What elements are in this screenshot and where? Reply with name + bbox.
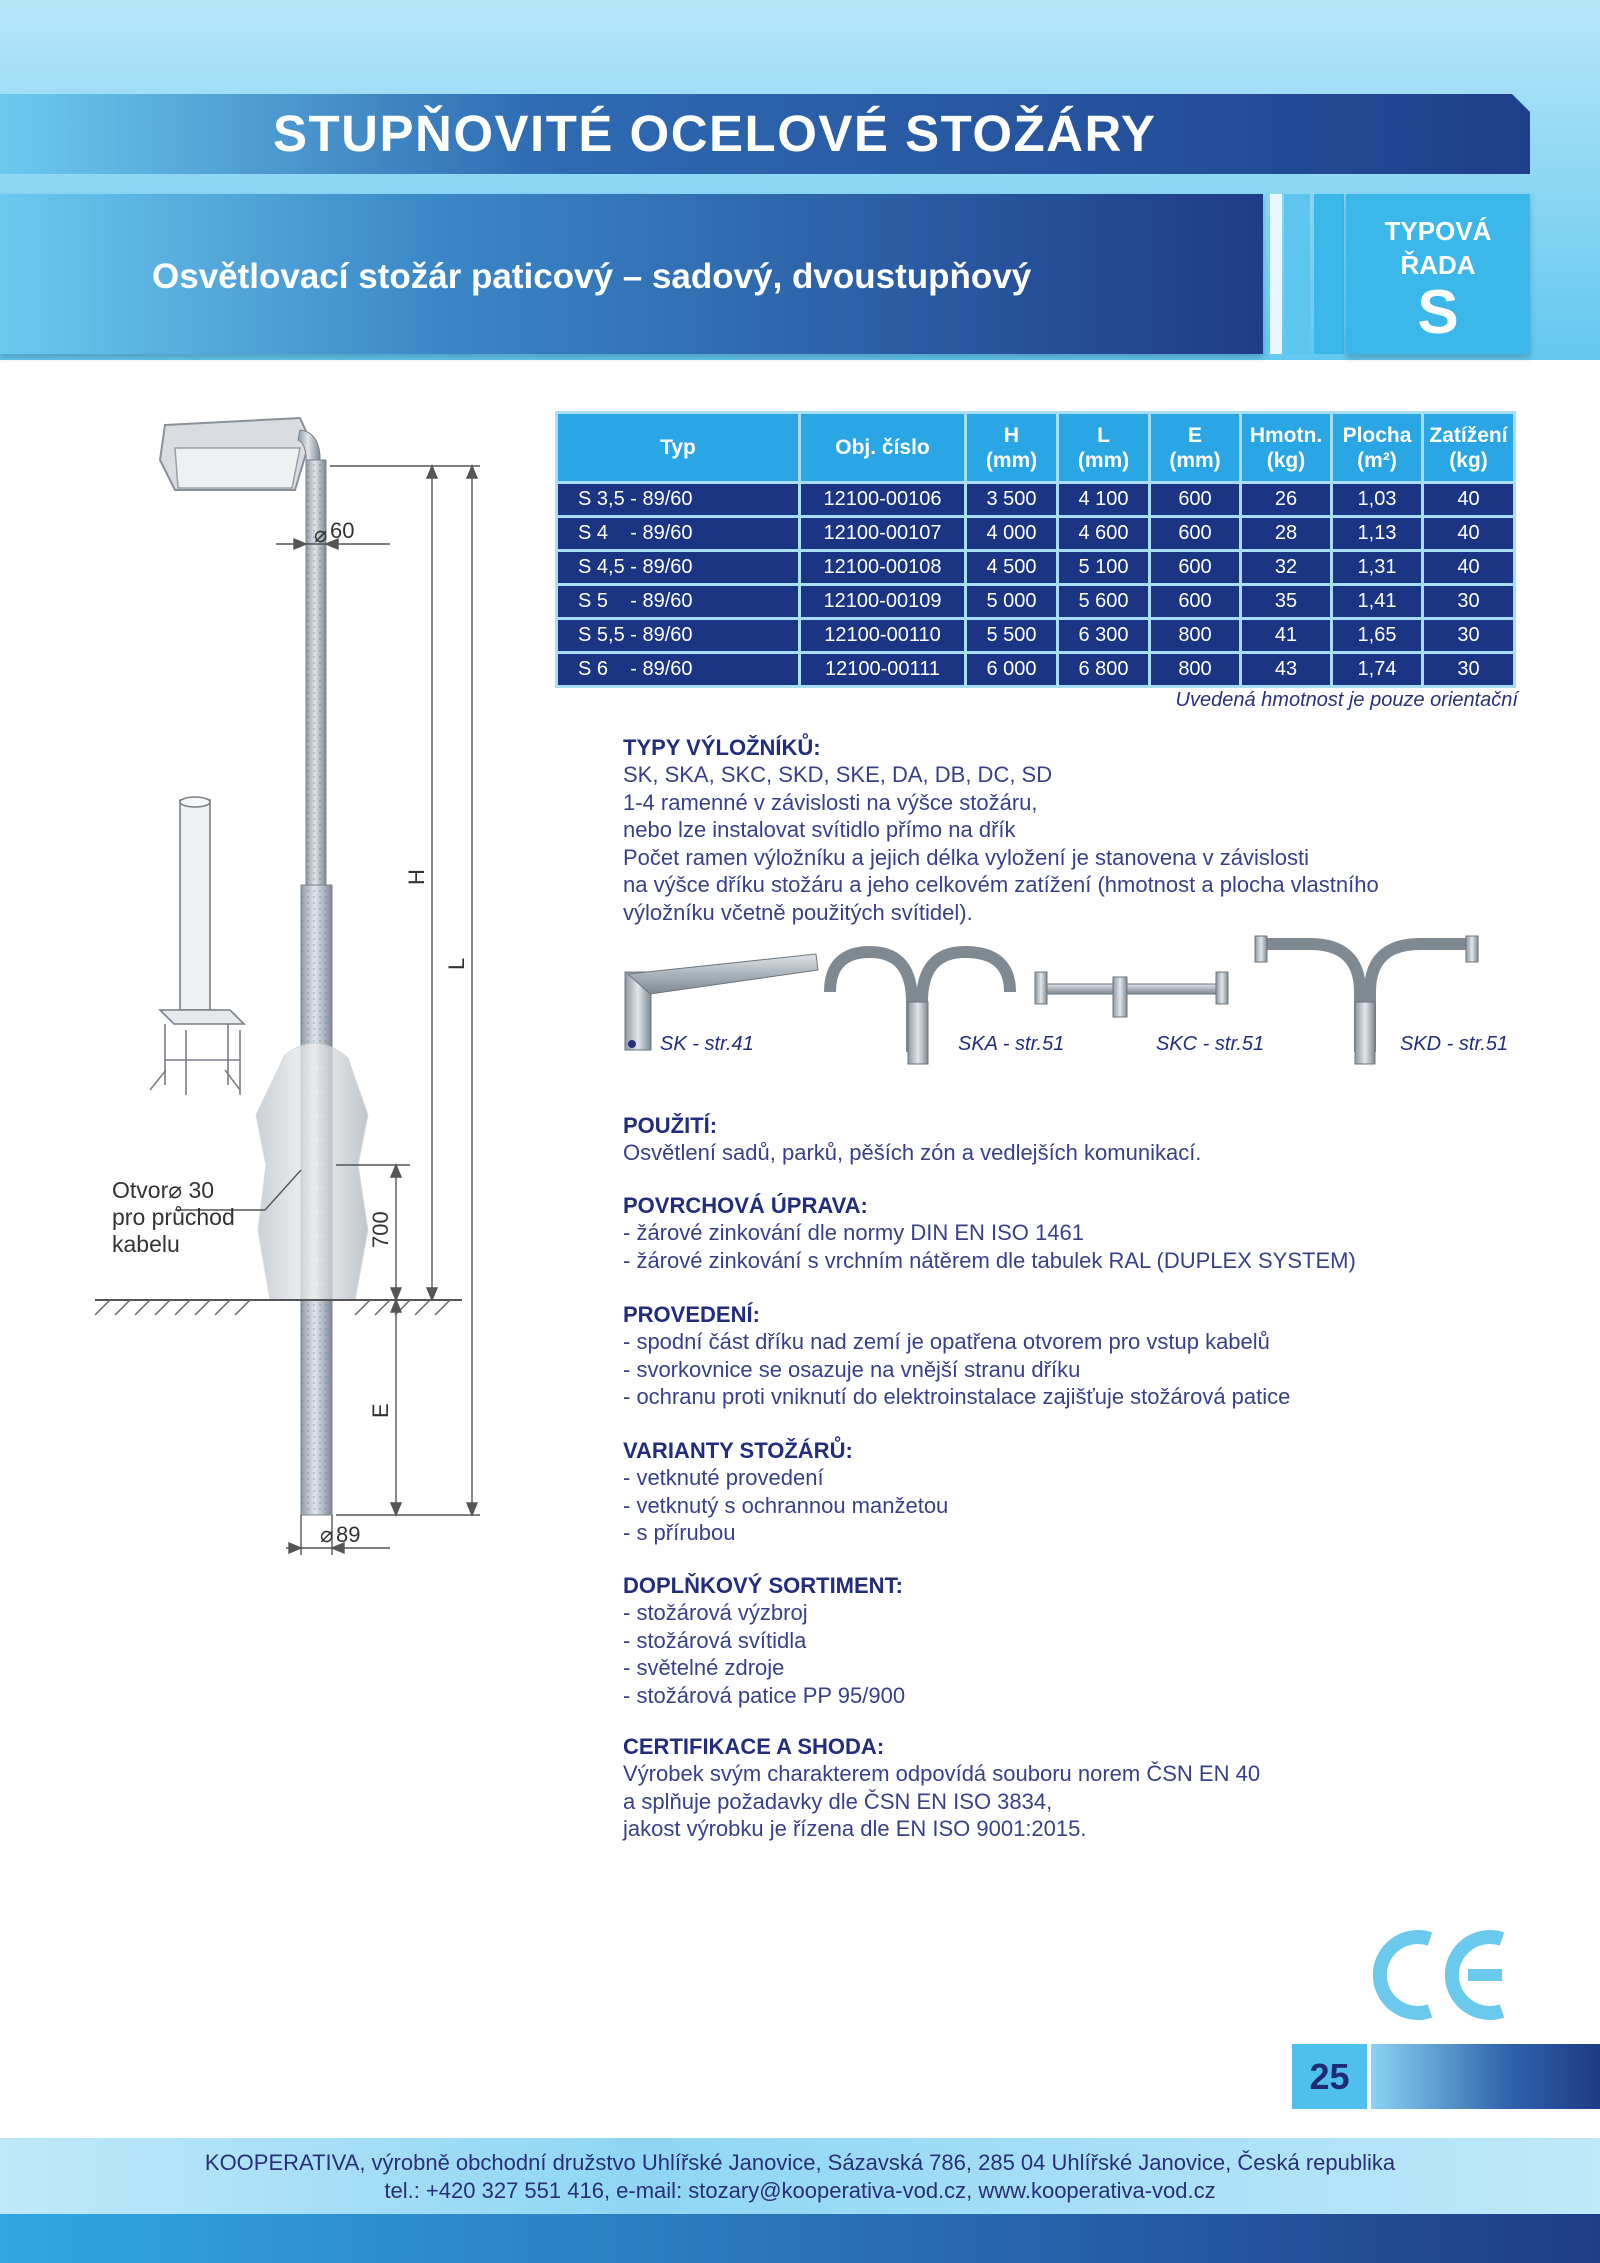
table-row	[557, 551, 1515, 585]
text-line: - vetknutý s ochrannou manžetou	[623, 1492, 949, 1518]
series-label: ŘADA	[1400, 250, 1476, 280]
table-row	[557, 517, 1515, 551]
text-line: - světelné zdroje	[623, 1655, 785, 1680]
arm-label-ska: SKA - str.51	[958, 1033, 1065, 1055]
table-row	[557, 483, 1515, 517]
page-number: 25	[1292, 2044, 1367, 2109]
section-body-usage	[623, 1139, 1201, 1167]
cell-l: 4 600	[1058, 517, 1150, 551]
luminaire-icon	[160, 418, 320, 490]
cable-hole-label: kabelu	[112, 1231, 180, 1257]
text-line: - spodní část dříku nad zemí je opatřena otvorem pro vstup kabelů	[623, 1329, 1270, 1354]
header-stripe	[1314, 194, 1344, 354]
text-line: a splňuje požadavky dle ČSN EN ISO 3834,	[623, 1788, 1053, 1814]
text-line: - svorkovnice se osazuje na vnější stranu dříku	[623, 1356, 1081, 1382]
cell-e: 800	[1150, 619, 1241, 653]
column-header: Plocha (m²)	[1332, 413, 1423, 483]
cell-l: 5 100	[1058, 551, 1150, 585]
diameter-symbol-bottom: ⌀	[320, 1522, 334, 1547]
table-header-row	[557, 413, 1515, 483]
cell-e: 600	[1150, 517, 1241, 551]
cell-type: S 3,5 - 89/60	[557, 483, 800, 517]
section-title-arm-types: TYPY VÝLOŽNÍKŮ:	[623, 735, 821, 760]
cell-load: 30	[1423, 653, 1515, 687]
cell-area: 1,41	[1332, 585, 1423, 619]
cell-type: S 4 - 89/60	[557, 517, 800, 551]
diameter-symbol-top: ⌀	[314, 522, 328, 547]
dim-e-label: E	[368, 1403, 393, 1418]
ce-mark-icon	[1368, 1925, 1508, 2025]
cell-e: 600	[1150, 585, 1241, 619]
cell-load: 40	[1423, 517, 1515, 551]
cell-type: S 5 - 89/60	[557, 585, 800, 619]
text-line: - žárové zinkování s vrchním nátěrem dle tabulek RAL (DUPLEX SYSTEM)	[623, 1247, 1356, 1273]
footer	[0, 2138, 1600, 2214]
text-line: - s přírubou	[623, 1520, 736, 1545]
cell-area: 1,31	[1332, 551, 1423, 585]
cell-area: 1,13	[1332, 517, 1423, 551]
column-header: H (mm)	[966, 413, 1058, 483]
text-line: - vetknuté provedení	[623, 1465, 824, 1490]
arm-ska-pole	[908, 1002, 928, 1064]
series-label: TYPOVÁ	[1384, 216, 1492, 246]
cell-weight: 43	[1241, 653, 1332, 687]
text-line: SK, SKA, SKC, SKD, SKE, DA, DB, DC, SD	[623, 762, 1053, 787]
section-title-design: PROVEDENÍ:	[623, 1302, 760, 1327]
arm-label-skd: SKD - str.51	[1400, 1033, 1509, 1055]
spec-table	[555, 411, 1516, 688]
dim-l-label: L	[444, 957, 469, 970]
text-line: - stožárová patice PP 95/900	[623, 1682, 906, 1708]
cell-h: 6 000	[966, 653, 1058, 687]
diameter-top: 60	[330, 518, 355, 543]
arm-label-sk: SK - str.41	[660, 1033, 754, 1055]
column-header: Zatížení (kg)	[1423, 413, 1515, 483]
table-row	[557, 653, 1515, 687]
table-note: Uvedená hmotnost je pouze orientační	[1175, 689, 1518, 711]
text-line: Výrobek svým charakterem odpovídá souboru norem ČSN EN 40	[623, 1761, 1261, 1786]
column-header: Hmotn. (kg)	[1241, 413, 1332, 483]
table-row	[557, 619, 1515, 653]
text-line: jakost výrobku je řízena dle EN ISO 9001:2015.	[623, 1816, 1087, 1841]
text-line: - žárové zinkování dle normy DIN EN ISO 1461	[623, 1220, 1084, 1245]
cell-type: S 6 - 89/60	[557, 653, 800, 687]
cell-l: 6 300	[1058, 619, 1150, 653]
text-line: - ochranu proti vniknutí do elektroinstalace zajišťuje stožárová patice	[623, 1384, 1291, 1409]
section-body-variants	[623, 1464, 948, 1547]
table-row	[557, 585, 1515, 619]
cell-h: 5 000	[966, 585, 1058, 619]
cell-h: 4 500	[966, 551, 1058, 585]
cell-order-number: 12100-00106	[800, 483, 966, 517]
cell-type: S 4,5 - 89/60	[557, 551, 800, 585]
text-line: Počet ramen výložníku a jejich délka vyložení je stanovena v závislosti	[623, 844, 1310, 870]
cell-l: 6 800	[1058, 653, 1150, 687]
text-line: Osvětlení sadů, parků, pěších zón a vedlejších komunikací.	[623, 1140, 1202, 1165]
cell-order-number: 12100-00108	[800, 551, 966, 585]
text-line: - stožárová svítidla	[623, 1627, 807, 1653]
cell-weight: 32	[1241, 551, 1332, 585]
cell-weight: 28	[1241, 517, 1332, 551]
text-line: na výšce dříku stožáru a jeho celkovém zatížení (hmotnost a plocha vlastního	[623, 872, 1379, 897]
column-header: E (mm)	[1150, 413, 1241, 483]
section-body-design	[623, 1328, 1290, 1411]
diameter-bottom: 89	[336, 1522, 361, 1547]
section-body-accessories	[623, 1599, 905, 1709]
dim-h-label: H	[404, 869, 429, 885]
section-title-certification: CERTIFIKACE A SHODA:	[623, 1734, 885, 1759]
footer-contact: tel.: +420 327 551 416, e-mail: stozary@kooperativa-vod.cz, www.kooperativa-vod.cz	[384, 2178, 1216, 2203]
cell-load: 40	[1423, 551, 1515, 585]
cell-order-number: 12100-00107	[800, 517, 966, 551]
cell-area: 1,74	[1332, 653, 1423, 687]
cell-e: 800	[1150, 653, 1241, 687]
cell-load: 40	[1423, 483, 1515, 517]
arm-illustrations	[620, 932, 1520, 1072]
header-stripe	[1270, 194, 1282, 354]
cable-hole-label: Otvor⌀ 30	[112, 1177, 215, 1203]
cell-l: 5 600	[1058, 585, 1150, 619]
cable-hole-label: pro průchod	[112, 1204, 235, 1230]
section-title-surface: POVRCHOVÁ ÚPRAVA:	[623, 1193, 868, 1218]
series-badge	[1346, 194, 1530, 354]
dim-700-label: 700	[368, 1211, 393, 1248]
cell-h: 3 500	[966, 483, 1058, 517]
cell-weight: 41	[1241, 619, 1332, 653]
cell-order-number: 12100-00111	[800, 653, 966, 687]
text-line: - stožárová výzbroj	[623, 1600, 808, 1625]
section-title-variants: VARIANTY STOŽÁRŮ:	[623, 1438, 853, 1463]
cell-order-number: 12100-00110	[800, 619, 966, 653]
cell-load: 30	[1423, 585, 1515, 619]
text-line: nebo lze instalovat svítidlo přímo na dřík	[623, 817, 1016, 842]
foundation-icon	[150, 797, 244, 1095]
arm-skc-icon	[1035, 972, 1228, 1017]
column-header: Typ	[557, 413, 800, 483]
cell-h: 5 500	[966, 619, 1058, 653]
section-body-certification	[623, 1760, 1260, 1843]
cell-h: 4 000	[966, 517, 1058, 551]
cell-e: 600	[1150, 551, 1241, 585]
cell-load: 30	[1423, 619, 1515, 653]
cell-area: 1,03	[1332, 483, 1423, 517]
cell-order-number: 12100-00109	[800, 585, 966, 619]
cell-l: 4 100	[1058, 483, 1150, 517]
footer-band	[0, 2214, 1600, 2263]
column-header: L (mm)	[1058, 413, 1150, 483]
page-number-band	[1371, 2044, 1600, 2109]
footer-address: KOOPERATIVA, výrobně obchodní družstvo Uhlířské Janovice, Sázavská 786, 285 04 Uhlířské Janovice, Česká republika	[204, 2150, 1396, 2175]
section-body-arm-types	[623, 761, 1379, 926]
pole-drawing	[0, 380, 560, 1580]
column-header: Obj. číslo	[800, 413, 966, 483]
cell-e: 600	[1150, 483, 1241, 517]
section-title-accessories: DOPLŇKOVÝ SORTIMENT:	[623, 1573, 903, 1598]
page-title: STUPŇOVITÉ OCELOVÉ STOŽÁRY	[273, 105, 1157, 162]
section-body-surface	[623, 1219, 1356, 1274]
page-subtitle: Osvětlovací stožár paticový – sadový, dvoustupňový	[152, 257, 1032, 296]
series-letter: S	[1417, 278, 1459, 347]
cell-weight: 26	[1241, 483, 1332, 517]
text-line: výložníku včetně použitých svítidel).	[623, 899, 973, 925]
arm-label-skc: SKC - str.51	[1156, 1033, 1265, 1055]
text-line: 1-4 ramenné v závislosti na výšce stožáru,	[623, 789, 1038, 815]
cell-weight: 35	[1241, 585, 1332, 619]
cell-type: S 5,5 - 89/60	[557, 619, 800, 653]
cell-area: 1,65	[1332, 619, 1423, 653]
section-title-usage: POUŽITÍ:	[623, 1113, 718, 1138]
header-stripe	[1284, 194, 1310, 354]
